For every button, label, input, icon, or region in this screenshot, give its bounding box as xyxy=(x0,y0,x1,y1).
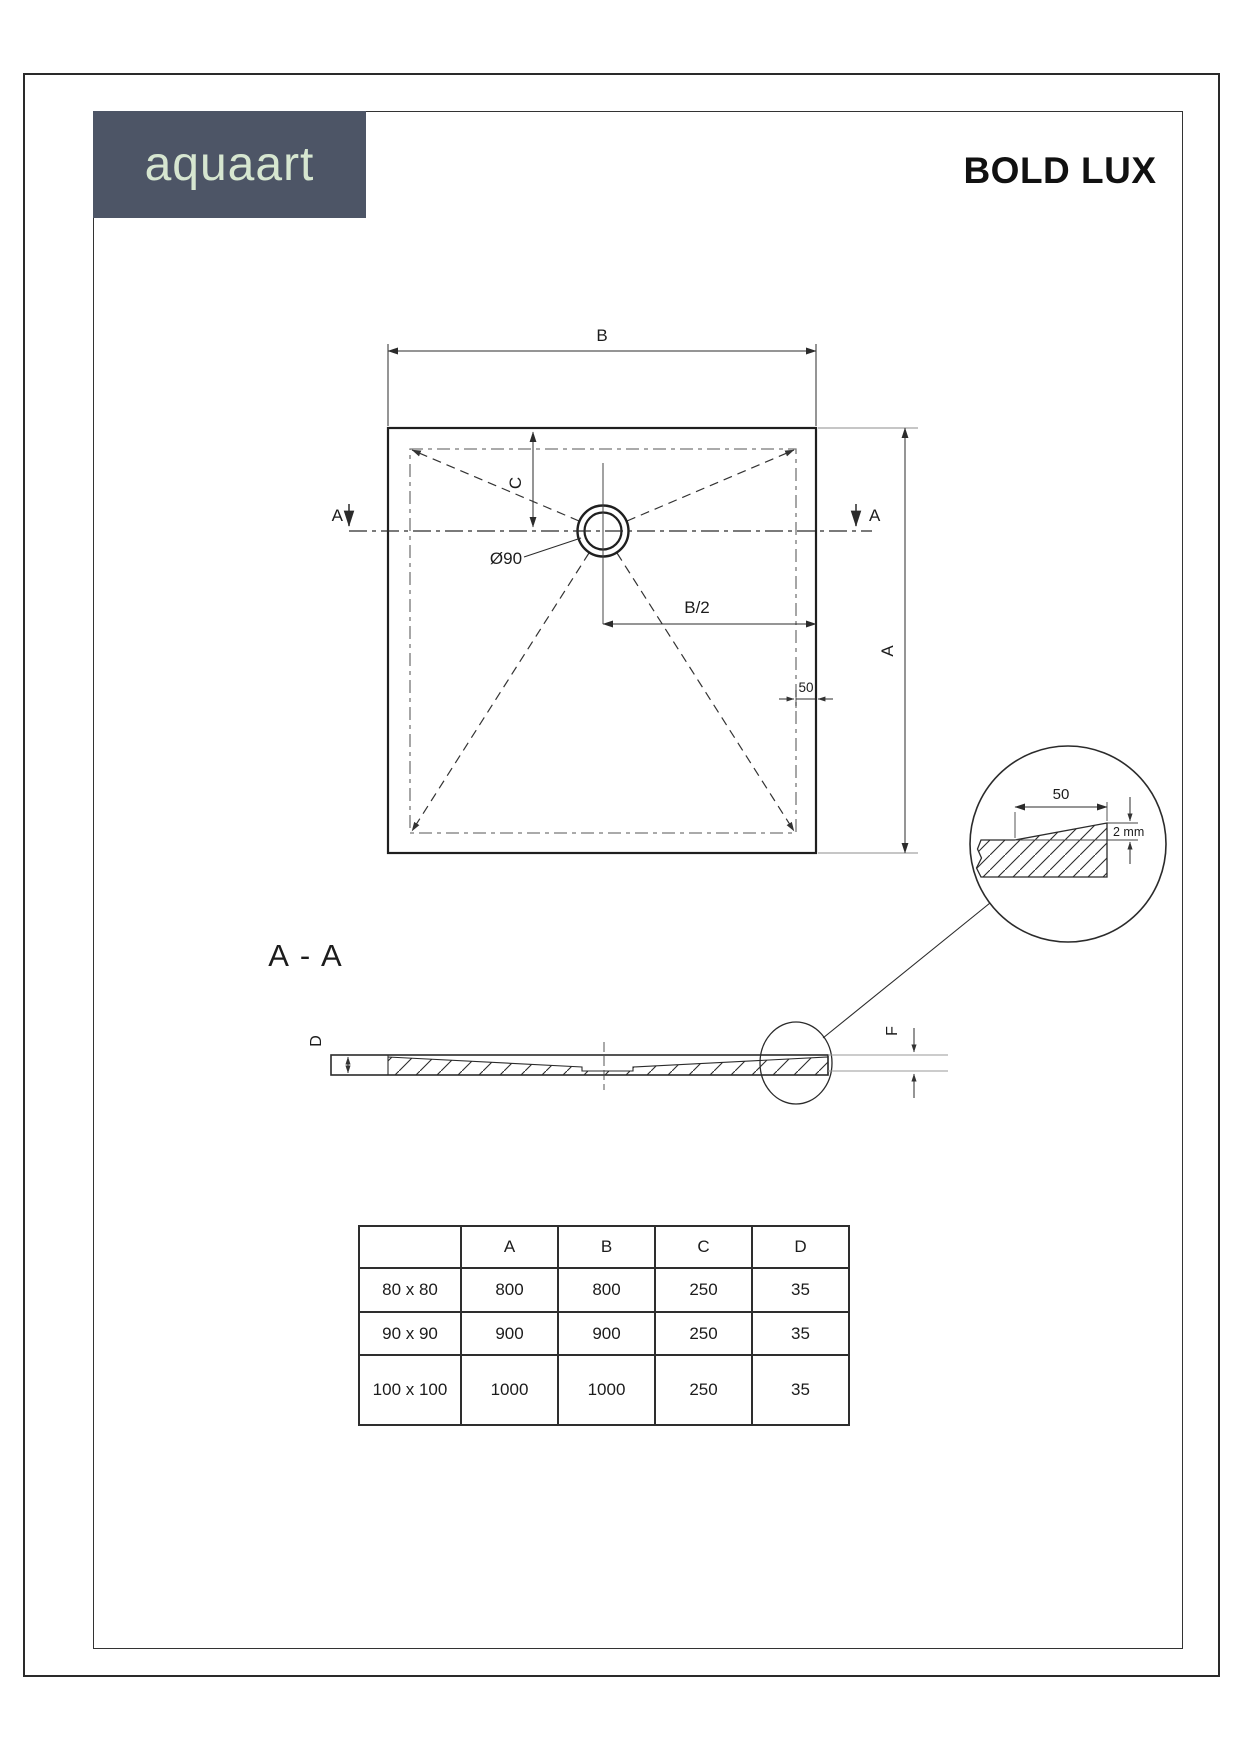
table-header-d: D xyxy=(752,1226,849,1268)
section-marker-left: A xyxy=(331,506,343,525)
cell-c: 250 xyxy=(655,1355,752,1425)
product-title: BOLD LUX xyxy=(963,150,1157,191)
cell-d: 35 xyxy=(752,1355,849,1425)
cell-d: 35 xyxy=(752,1268,849,1312)
table-header-b: B xyxy=(558,1226,655,1268)
dim-label-c: C xyxy=(506,476,525,490)
cell-a: 1000 xyxy=(461,1355,558,1425)
cell-a: 900 xyxy=(461,1312,558,1355)
plan-view xyxy=(332,326,918,853)
cell-size: 80 x 80 xyxy=(359,1268,461,1312)
dim-label-b: B xyxy=(596,326,608,345)
table-header-a: A xyxy=(461,1226,558,1268)
cell-d: 35 xyxy=(752,1312,849,1355)
cell-size: 100 x 100 xyxy=(359,1355,461,1425)
cell-a: 800 xyxy=(461,1268,558,1312)
detail-leader-line xyxy=(823,903,990,1038)
cell-c: 250 xyxy=(655,1268,752,1312)
table-row xyxy=(359,1355,849,1425)
cell-b: 800 xyxy=(558,1268,655,1312)
dim-label-detail-50: 50 xyxy=(1052,786,1070,803)
section-title: A - A xyxy=(268,938,344,973)
dim-label-f: F xyxy=(884,1026,901,1036)
drain-diameter-label: Ø90 xyxy=(489,549,523,568)
brand-logo-text: aquaart xyxy=(144,138,315,191)
cell-b: 1000 xyxy=(558,1355,655,1425)
cell-b: 900 xyxy=(558,1312,655,1355)
table-header-size xyxy=(359,1226,461,1268)
dim-label-inset-50: 50 xyxy=(798,680,814,695)
edge-detail-view xyxy=(823,746,1166,1038)
table-header-c: C xyxy=(655,1226,752,1268)
tray-outline xyxy=(388,428,816,853)
cell-c: 250 xyxy=(655,1312,752,1355)
section-view xyxy=(268,938,948,1104)
section-marker-right: A xyxy=(869,506,881,525)
dim-label-a: A xyxy=(878,645,897,657)
detail-hatched-edge xyxy=(977,823,1108,877)
cell-size: 90 x 90 xyxy=(359,1312,461,1355)
table-header-row xyxy=(359,1226,849,1268)
table-row xyxy=(359,1312,849,1355)
dim-label-b-half: B/2 xyxy=(684,598,710,617)
dim-label-d: D xyxy=(308,1035,325,1047)
table-row xyxy=(359,1268,849,1312)
dim-label-2mm: 2 mm xyxy=(1113,825,1145,839)
dimensions-table xyxy=(358,1225,850,1426)
